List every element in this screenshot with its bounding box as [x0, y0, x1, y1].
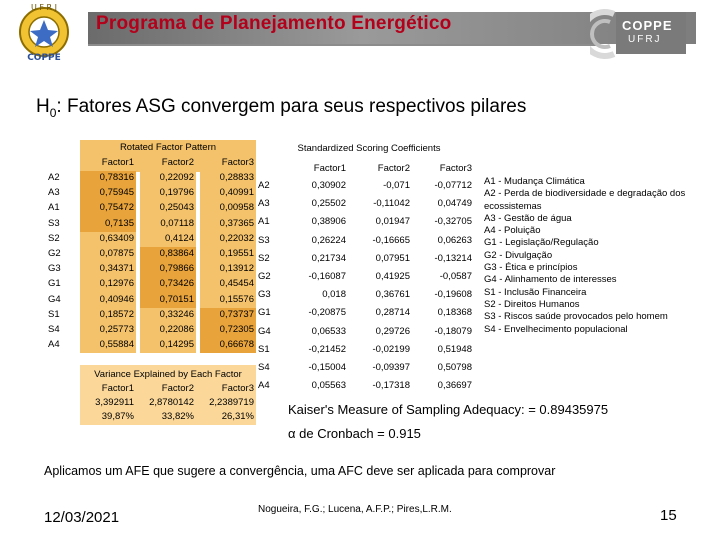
table-cell: -0,32705 [434, 216, 472, 228]
table-cell: 0,66678 [219, 339, 254, 351]
table-cell: -0,07712 [434, 180, 472, 191]
table-row-label: A3 [48, 187, 60, 199]
table-row-label: A4 [258, 380, 270, 392]
table-row-label: G1 [258, 307, 271, 319]
table-cell: -0,071 [383, 180, 410, 191]
table-cell: -0,13214 [434, 252, 472, 264]
table-cell: 0,29726 [375, 325, 410, 337]
ufrj-logo-text: UFRJ [628, 34, 662, 45]
variance-percent: 26,31% [221, 411, 254, 422]
table-cell: 0,73426 [159, 278, 194, 290]
table-cell: 0,06533 [311, 325, 346, 337]
table-row-label: A2 [48, 172, 60, 183]
table-cell: 0,22032 [219, 232, 254, 244]
table-cell: 0,26224 [311, 234, 346, 246]
table-row-label: A1 [48, 202, 60, 214]
table-cell: -0,21452 [308, 343, 346, 355]
table-cell: 0,34371 [99, 263, 134, 275]
variable-legend [484, 176, 700, 336]
table-cell: 0,018 [322, 289, 346, 301]
table-cell: 0,25502 [311, 198, 346, 210]
variance-value: 2,2389719 [209, 397, 254, 408]
page-number: 15 [660, 507, 677, 524]
table-row-label: G4 [258, 325, 271, 337]
banner-title: Programa de Planejamento Energético [96, 13, 452, 34]
table-cell: 0,78316 [99, 172, 134, 183]
legend-item: A4 - Poluição [484, 225, 541, 237]
table-cell: 0,14295 [159, 339, 194, 351]
legend-item: G1 - Legislação/Regulação [484, 237, 599, 249]
table-cell: 0,05563 [311, 380, 346, 392]
svg-text:U F R J: U F R J [30, 3, 58, 12]
banner-divider [88, 44, 596, 46]
variance-col-header: Factor1 [101, 383, 134, 394]
legend-item: A3 - Gestão de água [484, 212, 572, 224]
table-row-label: S1 [258, 343, 270, 355]
table-row-label: S1 [48, 308, 60, 320]
table-cell: 0,41925 [375, 271, 410, 282]
table-cell: 0,40991 [219, 187, 254, 199]
table-cell: 0,25773 [99, 324, 134, 335]
table-cell: 0,04749 [437, 198, 472, 210]
table-cell: 0,22092 [159, 172, 194, 183]
legend-item: A1 - Mudança Climática [484, 176, 585, 187]
legend-item: G3 - Ética e princípios [484, 262, 578, 274]
table-cell: 0,55884 [99, 339, 134, 351]
table-cell: 0,22086 [159, 324, 194, 335]
table-cell: 0,19551 [219, 248, 254, 259]
slide-reference: Nogueira, F.G.; Lucena, A.F.P.; Pires,L.R.M. [258, 504, 452, 515]
table-cell: 0,75472 [99, 202, 134, 214]
table-cell: 0,73737 [219, 308, 254, 320]
table-row-label: S4 [258, 362, 270, 373]
table-cell: -0,16087 [308, 271, 346, 282]
table-cell: 0,01947 [375, 216, 410, 228]
scoring-col-header: Factor1 [313, 163, 346, 174]
table-cell: -0,02199 [372, 343, 410, 355]
table-cell: 0,45454 [219, 278, 254, 290]
table-cell: 0,4124 [164, 232, 194, 244]
table-cell: 0,51948 [437, 343, 472, 355]
table-cell: -0,20875 [308, 307, 346, 319]
table-cell: 0,07118 [160, 217, 194, 229]
table-cell: 0,79866 [159, 263, 194, 275]
coppe-emblem-logo [8, 0, 80, 62]
table-cell: 0,7135 [104, 217, 134, 229]
header-banner [0, 0, 720, 75]
rotated-col-header: Factor1 [101, 157, 134, 168]
table-cell: -0,0587 [439, 271, 472, 282]
table-cell: 0,38906 [311, 216, 346, 228]
table-cell: 0,25043 [159, 202, 194, 214]
variance-table-title: Variance Explained by Each Factor [94, 369, 242, 380]
variance-value: 3,392911 [95, 397, 134, 408]
scoring-table-title: Standardized Scoring Coefficients [297, 143, 441, 154]
table-row-label: G1 [48, 278, 61, 290]
table-row-label: S3 [258, 234, 270, 246]
table-cell: 0,37365 [219, 217, 254, 229]
table-cell: 0,70151 [159, 293, 194, 305]
table-row-label: S3 [48, 217, 60, 229]
coppe-logo-text: COPPE [622, 18, 673, 33]
conclusion-note: Aplicamos um AFE que sugere a convergência, uma AFC deve ser aplicada para comprovar [44, 464, 556, 478]
table-cell: 0,13912 [219, 263, 254, 275]
kmo-statistic: Kaiser's Measure of Sampling Adequacy: = 0.89435975 [288, 402, 609, 417]
table-row-label: A3 [258, 198, 270, 210]
variance-col-header: Factor3 [221, 383, 254, 394]
table-cell: 0,40946 [99, 293, 134, 305]
table-row-label: A1 [258, 216, 270, 228]
table-row-label: A2 [258, 180, 270, 191]
table-row-label: A4 [48, 339, 60, 351]
table-cell: 0,28714 [375, 307, 410, 319]
table-cell: -0,09397 [372, 362, 410, 373]
scoring-col-header: Factor3 [439, 163, 472, 174]
table-row-label: G2 [48, 248, 61, 259]
table-cell: 0,18572 [99, 308, 134, 320]
legend-item: S2 - Direitos Humanos [484, 298, 580, 310]
table-cell: 0,50798 [437, 362, 472, 373]
legend-item: S4 - Envelhecimento populacional [484, 323, 628, 335]
scoring-col-header: Factor2 [377, 163, 410, 174]
legend-item: S3 - Riscos saúde provocados pelo homem [484, 311, 668, 323]
table-cell: 0,15576 [219, 293, 254, 305]
table-cell: 0,36697 [437, 380, 472, 392]
legend-item: S1 - Inclusão Financeira [484, 286, 587, 298]
table-cell: 0,30902 [311, 180, 346, 191]
variance-value: 2,8780142 [149, 397, 194, 408]
legend-item: ecossistemas [484, 200, 542, 212]
slide-heading: $H_0$: Fatores ASG convergem para seus respectivos pilares [36, 96, 527, 120]
variance-percent: 33,82% [161, 411, 194, 422]
table-cell: 0,12976 [99, 278, 134, 290]
table-cell: 0,63409 [99, 232, 134, 244]
table-cell: 0,21734 [311, 252, 346, 264]
table-cell: 0,72305 [219, 324, 254, 335]
legend-item: G2 - Divulgação [484, 249, 553, 261]
table-cell: 0,07951 [375, 252, 410, 264]
table-row-label: S2 [48, 232, 60, 244]
rotated-col-header: Factor3 [221, 157, 254, 168]
table-cell: 0,19796 [159, 187, 194, 199]
rotated-table-title: Rotated Factor Pattern [119, 142, 217, 153]
slide-date: 12/03/2021 [44, 509, 120, 526]
table-cell: -0,15004 [308, 362, 346, 373]
table-row-label: G4 [48, 293, 61, 305]
table-cell: 0,18368 [437, 307, 472, 319]
table-cell: 0,75945 [99, 187, 134, 199]
table-cell: 0,07875 [99, 248, 134, 259]
variance-col-header: Factor2 [161, 383, 194, 394]
table-row-label: G2 [258, 271, 271, 282]
table-cell: -0,11042 [373, 198, 410, 210]
table-cell: 0,36761 [375, 289, 410, 301]
cronbach-alpha: α de Cronbach = 0.915 [288, 426, 421, 441]
variance-percent: 39,87% [101, 411, 134, 422]
table-cell: -0,16665 [372, 234, 410, 246]
table-row-label: G3 [258, 289, 271, 301]
legend-item: G4 - Alinhamento de interesses [484, 274, 617, 286]
table-cell: 0,83864 [159, 248, 194, 259]
table-cell: 0,28833 [219, 172, 254, 183]
rotated-col-header: Factor2 [161, 157, 194, 168]
svg-text:COPPE: COPPE [27, 53, 61, 62]
table-cell: 0,00958 [219, 202, 254, 214]
table-row-label: G3 [48, 263, 61, 275]
table-cell: 0,33246 [159, 308, 194, 320]
table-cell: -0,19608 [434, 289, 472, 301]
table-cell: -0,18079 [434, 325, 472, 337]
table-cell: -0,17318 [372, 380, 410, 392]
legend-item: A2 - Perda de biodiversidade e degradação dos [484, 188, 686, 200]
table-row-label: S4 [48, 324, 60, 335]
table-row-label: S2 [258, 252, 270, 264]
table-cell: 0,06263 [437, 234, 472, 246]
